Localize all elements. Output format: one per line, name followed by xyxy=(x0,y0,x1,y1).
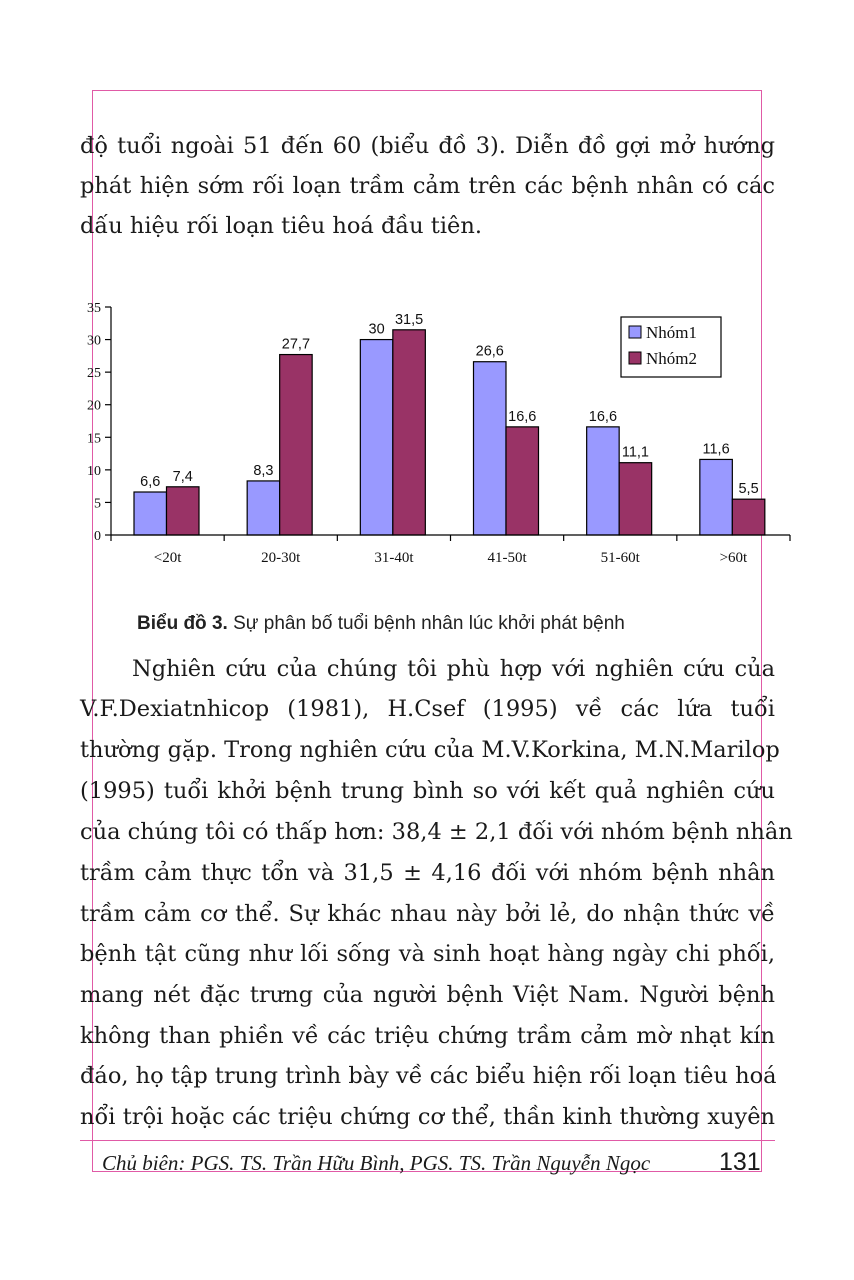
data-label-nhóm1-5: 11,6 xyxy=(702,441,730,458)
bar-nhóm2-1 xyxy=(280,355,313,535)
data-label-nhóm2-2: 31,5 xyxy=(394,311,424,328)
data-label-nhóm2-4: 11,1 xyxy=(621,444,649,461)
data-label-nhóm2-3: 16,6 xyxy=(508,408,537,425)
x-tick-label-4: 51-60t xyxy=(600,550,640,566)
bar-nhóm1-3 xyxy=(474,362,507,535)
intro-line-1: độ tuổi ngoài 51 đến 60 (biểu đồ 3). Diễn đồ gợi mở hướng xyxy=(80,133,775,159)
bar-nhóm2-3 xyxy=(506,427,539,535)
caption-label: Biểu đồ 3. xyxy=(137,613,228,634)
chart-legend xyxy=(621,317,721,377)
footer-editors: Chủ biên: PGS. TS. Trần Hữu Bình, PGS. TS. Trần Nguyễn Ngọc xyxy=(102,1151,651,1175)
y-tick-label-15: 15 xyxy=(87,431,101,447)
data-label-nhóm1-1: 8,3 xyxy=(253,462,274,479)
body-line-7: trầm cảm cơ thể. Sự khác nhau này bởi lẻ, do nhận thức về xyxy=(80,901,775,927)
body-line-2: V.F.Dexiatnhicop (1981), H.Csef (1995) về các lứa tuổi xyxy=(80,696,775,722)
legend-swatch-nhóm1 xyxy=(629,326,641,338)
y-tick-label-20: 20 xyxy=(87,398,101,414)
bar-nhóm2-4 xyxy=(619,463,652,535)
legend-swatch-nhóm2 xyxy=(629,352,641,364)
bar-nhóm1-2 xyxy=(360,340,393,535)
body-line-10: không than phiền về các triệu chứng trầm cảm mờ nhạt kín xyxy=(80,1023,775,1049)
body-line-12: nổi trội hoặc các triệu chứng cơ thể, thần kinh thường xuyên xyxy=(80,1104,775,1130)
footer-rule xyxy=(80,1140,775,1141)
body-line-4: (1995) tuổi khởi bệnh trung bình so với kết quả nghiên cứu xyxy=(80,778,775,804)
legend-label-nhóm2: Nhóm2 xyxy=(646,349,697,368)
data-label-nhóm1-3: 26,6 xyxy=(475,343,504,360)
caption-text: Sự phân bố tuổi bệnh nhân lúc khởi phát bệnh xyxy=(227,613,625,634)
bar-nhóm1-5 xyxy=(700,459,733,535)
body-line-8: bệnh tật cũng như lối sống và sinh hoạt hàng ngày chi phối, xyxy=(80,941,775,967)
data-label-nhóm1-4: 16,6 xyxy=(588,408,618,425)
body-line-6: trầm cảm thực tổn và 31,5 ± 4,16 đối với nhóm bệnh nhân xyxy=(80,860,775,886)
chart-caption xyxy=(137,613,625,635)
x-tick-label-3: 41-50t xyxy=(487,550,527,566)
bar-nhóm2-2 xyxy=(393,330,426,535)
body-line-3: thường gặp. Trong nghiên cứu của M.V.Korkina, M.N.Marilop xyxy=(80,737,780,763)
page-number: 131 xyxy=(719,1148,761,1176)
x-tick-label-5: >60t xyxy=(719,550,748,566)
intro-line-3: dấu hiệu rối loạn tiêu hoá đầu tiên. xyxy=(80,213,482,239)
data-label-nhóm2-0: 7,4 xyxy=(172,468,193,485)
data-label-nhóm1-0: 6,6 xyxy=(140,474,161,491)
body-line-9: mang nét đặc trưng của người bệnh Việt Nam. Người bệnh xyxy=(80,982,775,1008)
data-label-nhóm2-5: 5,5 xyxy=(738,481,759,498)
body-line-11: đáo, họ tập trung trình bày về các biểu hiện rối loạn tiêu hoá xyxy=(80,1063,777,1089)
bar-nhóm1-0 xyxy=(134,492,167,535)
bar-nhóm2-5 xyxy=(732,499,765,535)
data-label-nhóm1-2: 30 xyxy=(368,321,385,338)
y-tick-label-0: 0 xyxy=(94,529,101,544)
bar-nhóm1-4 xyxy=(587,427,620,535)
y-tick-label-10: 10 xyxy=(87,463,101,479)
intro-line-2: phát hiện sớm rối loạn trầm cảm trên các bệnh nhân có các xyxy=(80,173,775,199)
body-line-1: Nghiên cứu của chúng tôi phù hợp với nghiên cứu của xyxy=(132,656,775,682)
y-tick-label-35: 35 xyxy=(87,301,101,316)
bar-nhóm2-0 xyxy=(167,487,200,535)
x-tick-label-0: <20t xyxy=(153,550,182,566)
y-tick-label-5: 5 xyxy=(94,496,101,512)
x-tick-label-2: 31-40t xyxy=(374,550,414,566)
y-tick-label-30: 30 xyxy=(87,333,101,349)
legend-label-nhóm1: Nhóm1 xyxy=(646,323,697,342)
data-label-nhóm2-1: 27,7 xyxy=(281,336,311,353)
bar-nhóm1-1 xyxy=(247,481,280,535)
x-tick-label-1: 20-30t xyxy=(261,550,301,566)
y-tick-label-25: 25 xyxy=(87,366,101,382)
body-line-5: của chúng tôi có thấp hơn: 38,4 ± 2,1 đối với nhóm bệnh nhân xyxy=(80,819,793,845)
